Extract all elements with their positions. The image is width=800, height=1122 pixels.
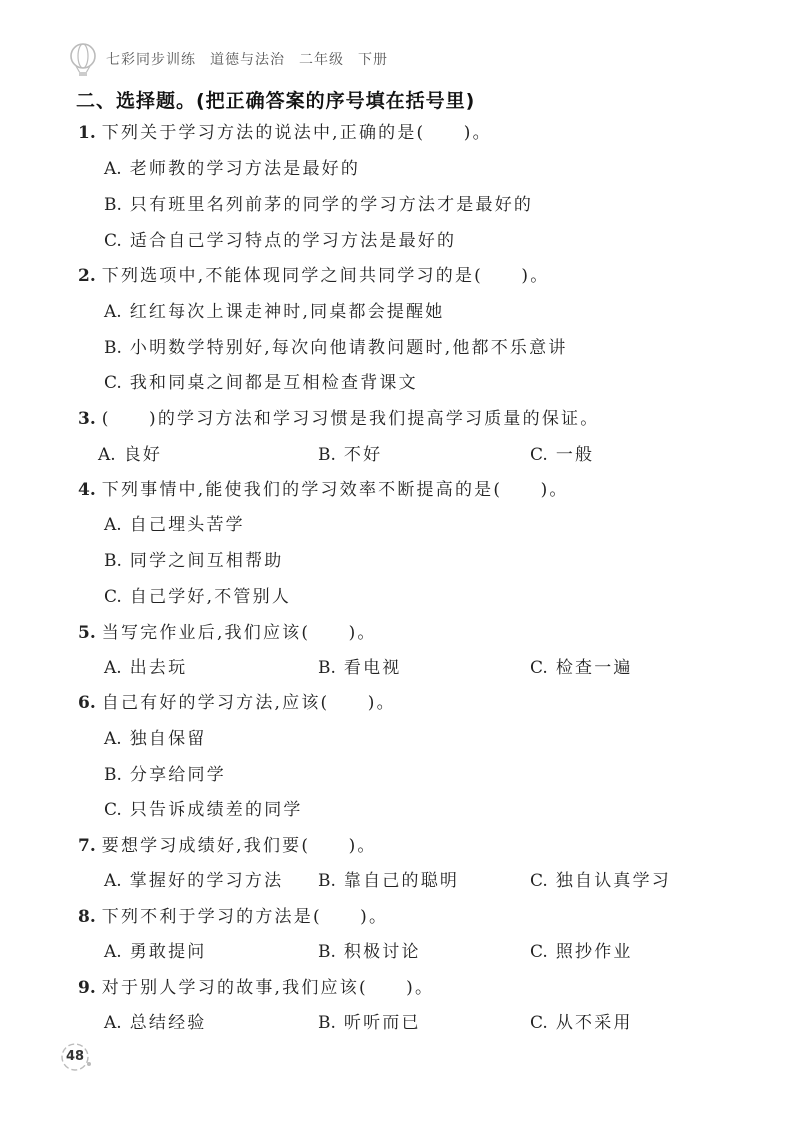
question-number: 2. — [78, 266, 96, 286]
option-c: C. 照抄作业 — [530, 942, 633, 962]
question-5 — [78, 621, 377, 645]
header-series: 七彩同步训练 — [106, 52, 196, 68]
header-grade: 二年级 — [299, 52, 344, 68]
question-number: 4. — [78, 480, 96, 500]
option-a: A. 红红每次上课走神时,同桌都会提醒她 — [104, 302, 445, 322]
question-6 — [78, 691, 396, 715]
question-number: 8. — [78, 907, 96, 927]
question-text: 要想学习成绩好,我们要( )。 — [101, 836, 377, 856]
question-text: 下列关于学习方法的说法中,正确的是( )。 — [101, 123, 492, 143]
option-b: B. 看电视 — [318, 658, 402, 678]
question-3 — [78, 407, 599, 431]
question-text: 下列不利于学习的方法是( )。 — [101, 907, 389, 927]
question-number: 9. — [78, 978, 96, 998]
option-b: B. 积极讨论 — [318, 942, 421, 962]
question-number: 6. — [78, 693, 96, 713]
option-a: A. 自己埋头苦学 — [104, 515, 245, 535]
page-header — [68, 44, 388, 74]
question-9 — [78, 976, 434, 1000]
option-a: A. 出去玩 — [104, 658, 188, 678]
page-number-badge — [58, 1040, 92, 1074]
option-b: B. 听听而已 — [318, 1013, 421, 1033]
header-volume: 下册 — [358, 52, 388, 68]
option-b: B. 靠自己的聪明 — [318, 871, 460, 891]
question-text: 当写完作业后,我们应该( )。 — [101, 623, 377, 643]
option-b: B. 分享给同学 — [104, 765, 226, 785]
option-c: C. 我和同桌之间都是互相检查背课文 — [104, 373, 418, 393]
option-a: A. 老师教的学习方法是最好的 — [104, 159, 361, 179]
question-number: 5. — [78, 623, 96, 643]
question-number: 7. — [78, 836, 96, 856]
question-text: 下列事情中,能使我们的学习效率不断提高的是( )。 — [101, 480, 569, 500]
option-c: C. 独自认真学习 — [530, 871, 672, 891]
question-text: 下列选项中,不能体现同学之间共同学习的是( )。 — [101, 266, 550, 286]
option-c: C. 从不采用 — [530, 1013, 633, 1033]
option-a: A. 掌握好的学习方法 — [104, 871, 284, 891]
option-c: C. 一般 — [530, 445, 595, 465]
option-c: C. 只告诉成绩差的同学 — [104, 800, 303, 820]
option-a: A. 良好 — [98, 445, 163, 465]
question-4 — [78, 478, 569, 502]
option-b: B. 只有班里名列前茅的同学的学习方法才是最好的 — [104, 195, 534, 215]
question-7 — [78, 834, 377, 858]
question-text: 对于别人学习的故事,我们应该( )。 — [101, 978, 435, 998]
option-a: A. 独自保留 — [104, 729, 207, 749]
option-c: C. 检查一遍 — [530, 658, 633, 678]
option-b: B. 不好 — [318, 445, 383, 465]
question-text: ( )的学习方法和学习习惯是我们提高学习质量的保证。 — [101, 409, 600, 429]
option-b: B. 同学之间互相帮助 — [104, 551, 284, 571]
question-8 — [78, 905, 388, 929]
option-b: B. 小明数学特别好,每次向他请教问题时,他都不乐意讲 — [104, 338, 568, 358]
question-1 — [78, 121, 492, 145]
option-c: C. 适合自己学习特点的学习方法是最好的 — [104, 231, 457, 251]
question-number: 3. — [78, 409, 96, 429]
section-title: 二、选择题。(把正确答案的序号填在括号里) — [76, 90, 476, 112]
question-2 — [78, 264, 549, 288]
header-subject: 道德与法治 — [210, 52, 285, 68]
option-c: C. 自己学好,不管别人 — [104, 587, 292, 607]
option-a: A. 勇敢提问 — [104, 942, 207, 962]
option-a: A. 总结经验 — [104, 1013, 207, 1033]
question-text: 自己有好的学习方法,应该( )。 — [101, 693, 396, 713]
page-number: 48 — [65, 1049, 85, 1064]
question-number: 1. — [78, 123, 96, 143]
balloon-logo-icon — [68, 43, 98, 75]
